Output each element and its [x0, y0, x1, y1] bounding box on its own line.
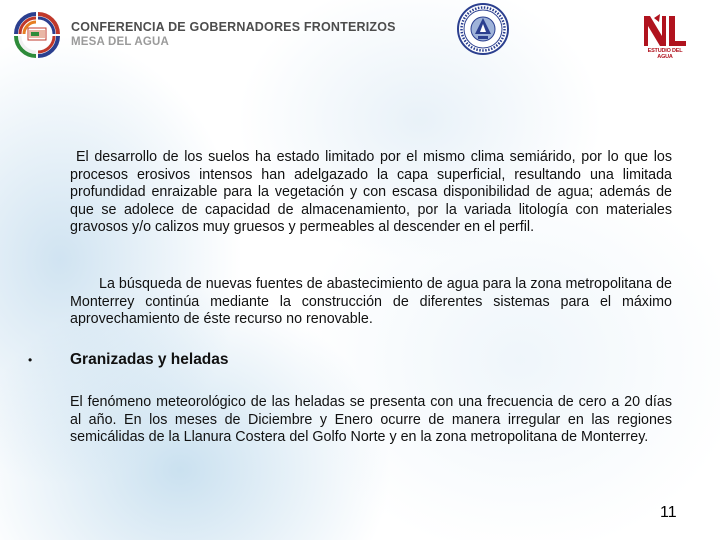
- paragraph-soils: El desarrollo de los suelos ha estado limitado por el mismo clima semiárido, por lo que los procesos erosivos intensos han adelgazado la capa superficial, resultando una limitada profundidad enraizable para la vegetación y con escasa disponibilidad de agua; además de que se adolece de capacidad de almacenamiento, por la variada litología con materiales gravosos y/o calizos muy gruesos y permeables al descender en el perfil.: [70, 149, 672, 236]
- paragraph-water-sources: La búsqueda de nuevas fuentes de abastecimiento de agua para la zona metropolitana de Monterrey continúa mediante la construcción de diferentes sistemas para el máximo aprovechamiento de éste recurso no renovable.: [70, 276, 672, 328]
- water-service-seal-icon: [454, 2, 512, 56]
- nl-caption: ESTUDIO DEL AGUA: [647, 48, 683, 60]
- bullet-icon: •: [28, 353, 33, 367]
- org-subtitle: MESA DEL AGUA: [71, 36, 170, 48]
- conference-logo-icon: [8, 8, 66, 58]
- paragraph-frost: El fenómeno meteorológico de las heladas se presenta con una frecuencia de cero a 20 días al año. En los meses de Diciembre y Enero ocurre de manera irregular en las regiones semicálidas de la Llanura Costera del Golfo Norte y en la zona metropolitana de Monterrey.: [70, 394, 672, 446]
- org-title: CONFERENCIA DE GOBERNADORES FRONTERIZOS: [71, 20, 396, 34]
- page-number: 11: [660, 504, 677, 521]
- section-heading: Granizadas y heladas: [70, 351, 229, 368]
